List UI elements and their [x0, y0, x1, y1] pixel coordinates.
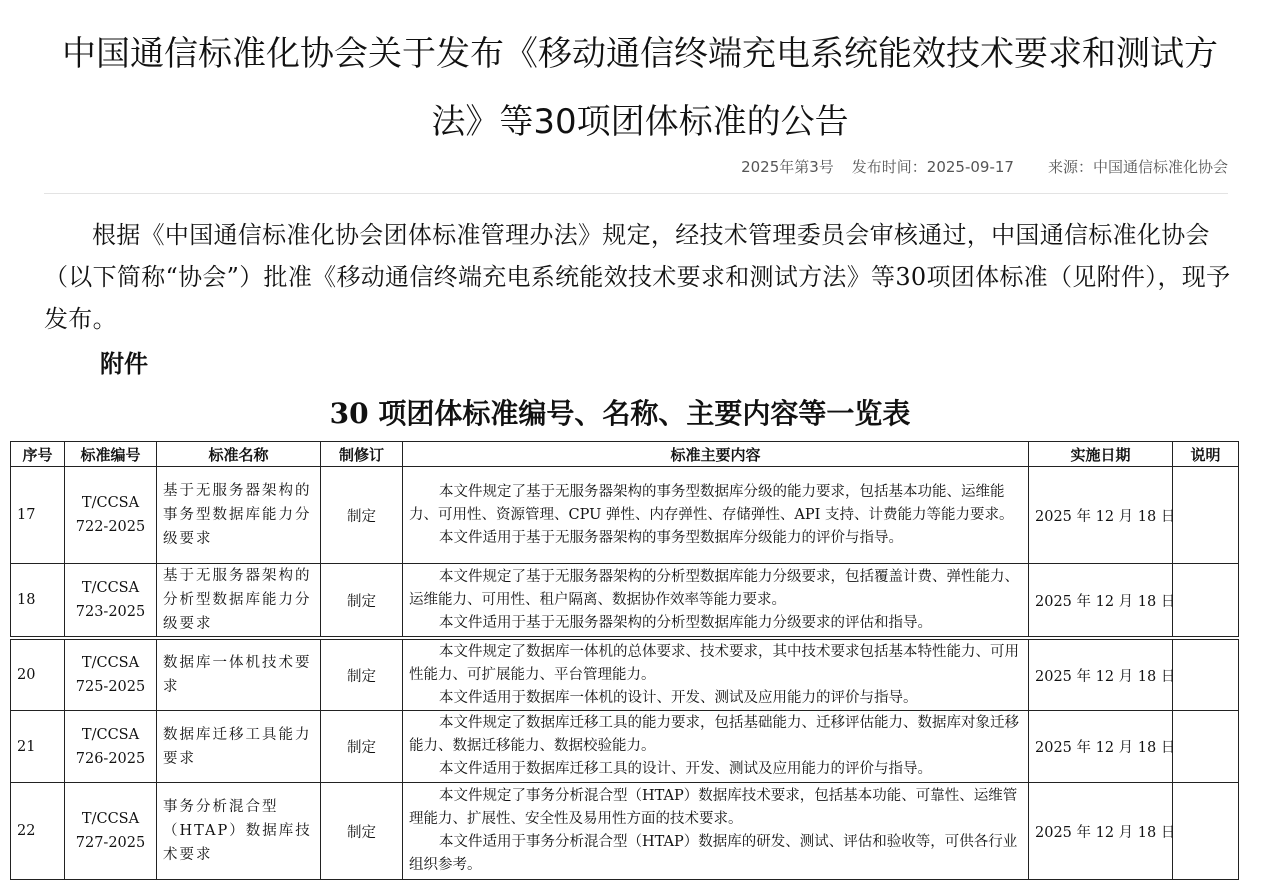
cell-code	[65, 638, 157, 711]
standards-table	[10, 441, 1239, 880]
content-applicability: 本文件适用于事务分析混合型（HTAP）数据库的研发、测试、评估和验收等，可供各行业组织参考。	[409, 834, 1018, 873]
cell-name: 基于无服务器架构的分析型数据库能力分级要求	[157, 564, 321, 639]
cell-note	[1173, 467, 1239, 564]
cell-revision: 制定	[321, 467, 403, 564]
table-caption: 30 项团体标准编号、名称、主要内容等一览表	[329, 397, 911, 430]
cell-content	[403, 711, 1029, 783]
content-applicability: 本文件适用于基于无服务器架构的事务型数据库分级能力的评价与指导。	[439, 529, 903, 546]
table-header-row	[11, 442, 1239, 467]
cell-content	[403, 638, 1029, 711]
table-row	[11, 783, 1239, 880]
cell-note	[1173, 564, 1239, 639]
code-number: 723-2025	[75, 604, 146, 620]
code-number: 726-2025	[75, 750, 146, 767]
divider	[44, 193, 1228, 194]
code-prefix: T/CCSA	[81, 655, 140, 671]
header-code: 标准编号	[65, 442, 157, 467]
code-number: 722-2025	[75, 519, 146, 535]
cell-content	[403, 783, 1029, 880]
code-prefix: T/CCSA	[81, 580, 140, 596]
issue-number: 2025年第3号	[741, 158, 834, 176]
code-prefix: T/CCSA	[81, 811, 140, 827]
cell-revision: 制定	[321, 564, 403, 639]
content-applicability: 本文件适用于数据库迁移工具的设计、开发、测试及应用能力的评价与指导。	[439, 761, 932, 777]
table-row	[11, 711, 1239, 783]
header-revision: 制修订	[321, 442, 403, 467]
cell-code	[65, 467, 157, 564]
content-scope: 本文件规定了基于无服务器架构的分析型数据库能力分级要求，包括覆盖计费、弹性能力、运维能力、可用性、租户隔离、数据协作效率等能力要求。	[409, 568, 1019, 608]
code-prefix: T/CCSA	[81, 726, 140, 743]
cell-note	[1173, 783, 1239, 880]
cell-note	[1173, 638, 1239, 711]
content-applicability: 本文件适用于数据库一体机的设计、开发、测试及应用能力的评价与指导。	[439, 689, 918, 706]
code-number: 727-2025	[75, 835, 146, 851]
cell-date: 2025 年 12 月 18 日	[1029, 711, 1173, 783]
content-scope: 本文件规定了数据库迁移工具的能力要求，包括基础能力、迁移评估能力、数据库对象迁移能力、数据迁移能力、数据校验能力。	[409, 715, 1019, 754]
cell-code	[65, 711, 157, 783]
content-scope: 本文件规定了基于无服务器架构的事务型数据库分级的能力要求，包括基本功能、运维能力、可用性、资源管理、CPU 弹性、内存弹性、存储弹性、API 支持、计费能力等能力要求。	[409, 483, 1014, 523]
code-prefix: T/CCSA	[81, 495, 140, 511]
content-applicability: 本文件适用于基于无服务器架构的分析型数据库能力分级要求的评估和指导。	[439, 614, 932, 631]
cell-date: 2025 年 12 月 18 日	[1029, 564, 1173, 639]
cell-seq: 20	[11, 638, 65, 711]
publish-time: 发布时间：2025-09-17	[851, 158, 1014, 176]
cell-seq: 21	[11, 711, 65, 783]
cell-seq: 22	[11, 783, 65, 880]
cell-seq: 17	[11, 467, 65, 564]
header-name: 标准名称	[157, 442, 321, 467]
table-row	[11, 564, 1239, 639]
content-scope: 本文件规定了事务分析混合型（HTAP）数据库技术要求，包括基本功能、可靠性、运维管理能力、扩展性、安全性及易用性方面的技术要求。	[409, 788, 1018, 827]
header-content: 标准主要内容	[403, 442, 1029, 467]
code-number: 725-2025	[75, 679, 146, 695]
cell-content	[403, 467, 1029, 564]
cell-code	[65, 783, 157, 880]
cell-note	[1173, 711, 1239, 783]
cell-date: 2025 年 12 月 18 日	[1029, 783, 1173, 880]
cell-seq: 18	[11, 564, 65, 639]
article-body: 根据《中国通信标准化协会团体标准管理办法》规定，经技术管理委员会审核通过，中国通信标准化协会（以下简称“协会”）批准《移动通信终端充电系统能效技术要求和测试方法》等30项团体标准（见附件），现予发布。	[44, 221, 1231, 333]
cell-revision: 制定	[321, 638, 403, 711]
content-scope: 本文件规定了数据库一体机的总体要求、技术要求，其中技术要求包括基本特性能力、可用性能力、可扩展能力、平台管理能力。	[409, 643, 1019, 683]
cell-date: 2025 年 12 月 18 日	[1029, 467, 1173, 564]
cell-code	[65, 564, 157, 639]
cell-name: 数据库迁移工具能力要求	[157, 711, 321, 783]
attachment-label: 附件	[100, 350, 148, 378]
cell-revision: 制定	[321, 783, 403, 880]
article-title: 中国通信标准化协会关于发布《移动通信终端充电系统能效技术要求和测试方法》等30项团体标准的公告	[62, 34, 1218, 142]
cell-date: 2025 年 12 月 18 日	[1029, 638, 1173, 711]
header-date: 实施日期	[1029, 442, 1173, 467]
cell-content	[403, 564, 1029, 639]
cell-revision: 制定	[321, 711, 403, 783]
cell-name: 基于无服务器架构的事务型数据库能力分级要求	[157, 467, 321, 564]
article-source: 来源：中国通信标准化协会	[1047, 158, 1228, 176]
table-row	[11, 638, 1239, 711]
header-note: 说明	[1173, 442, 1239, 467]
cell-name: 数据库一体机技术要求	[157, 638, 321, 711]
cell-name: 事务分析混合型（HTAP）数据库技术要求	[157, 783, 321, 880]
header-seq: 序号	[11, 442, 65, 467]
table-row	[11, 467, 1239, 564]
article-meta	[741, 156, 1228, 177]
